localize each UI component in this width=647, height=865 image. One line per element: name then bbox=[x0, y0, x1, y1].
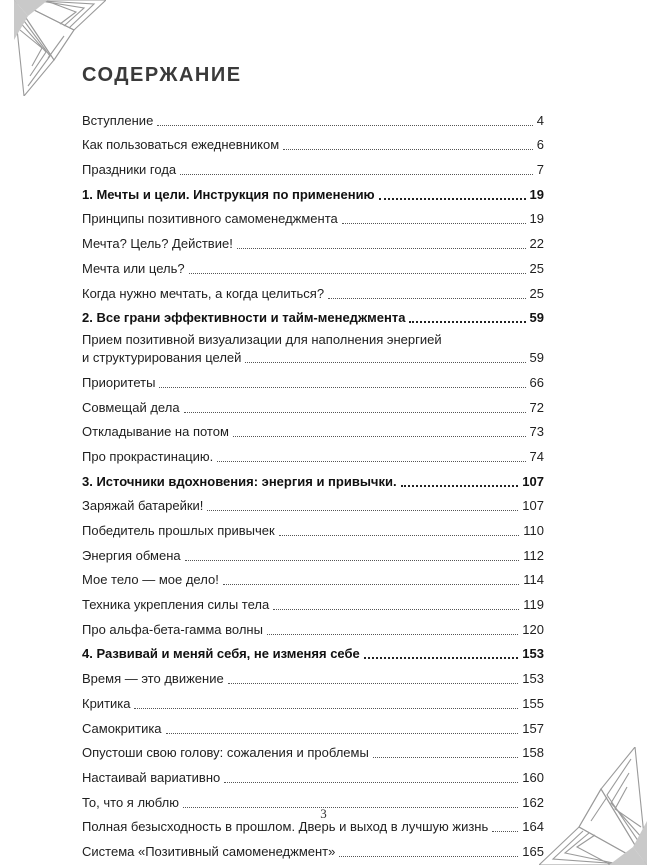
toc-entry[interactable] bbox=[82, 326, 544, 366]
toc-entry-title: Когда нужно мечтать, а когда целиться? bbox=[82, 285, 325, 301]
dot-leader bbox=[180, 174, 533, 175]
toc-entry-page: 7 bbox=[536, 162, 544, 178]
toc-entry-page: 157 bbox=[522, 720, 544, 736]
toc-entry[interactable] bbox=[82, 490, 544, 515]
dot-leader bbox=[217, 461, 525, 462]
toc-entry-page: 160 bbox=[522, 769, 544, 785]
dot-leader bbox=[189, 273, 526, 274]
toc-entry-title: Про альфа-бета-гамма волны bbox=[82, 621, 263, 637]
toc-entry-title: То, что я люблю bbox=[82, 794, 179, 810]
dot-leader bbox=[339, 856, 518, 857]
toc-entry-title-continued: и структурирования целей bbox=[82, 350, 242, 366]
dot-leader bbox=[492, 831, 518, 832]
dot-leader bbox=[224, 782, 518, 783]
toc-entry-title: Энергия обмена bbox=[82, 547, 181, 563]
toc-entry-page: 112 bbox=[523, 547, 544, 563]
toc-entry-title: Про прокрастинацию. bbox=[82, 448, 214, 464]
dot-leader bbox=[364, 657, 519, 659]
toc-entry[interactable] bbox=[82, 366, 544, 391]
toc-entry-page: 59 bbox=[529, 350, 544, 366]
dot-leader bbox=[342, 223, 526, 224]
toc-entry-title: Настаивай вариативно bbox=[82, 769, 221, 785]
toc-entry[interactable] bbox=[82, 613, 544, 638]
toc-entry-page: 107 bbox=[522, 473, 544, 489]
toc-entry-title: Мое тело — мое дело! bbox=[82, 572, 219, 588]
toc-entry-page: 110 bbox=[523, 523, 544, 538]
toc-chapter-entry[interactable] bbox=[82, 465, 544, 490]
toc-entry[interactable] bbox=[82, 564, 544, 589]
toc-entry-title: Полная безысходность в прошлом. Дверь и выход в лучшую жизнь bbox=[82, 819, 489, 835]
toc-entry[interactable] bbox=[82, 761, 544, 786]
dot-leader bbox=[379, 198, 526, 200]
toc-entry-title: Система «Позитивный самоменеджмент» bbox=[82, 843, 336, 859]
toc-entry-title: Прием позитивной визуализации для наполнения энергией bbox=[82, 332, 442, 348]
toc-entry-title: Заряжай батарейки! bbox=[82, 498, 204, 514]
dot-leader bbox=[207, 510, 518, 511]
toc-entry[interactable] bbox=[82, 391, 544, 416]
toc-entry-title: Техника укрепления силы тела bbox=[82, 597, 270, 613]
page-number: 3 bbox=[320, 806, 327, 821]
toc-entry-page: 107 bbox=[522, 498, 544, 514]
toc-entry[interactable] bbox=[82, 227, 544, 252]
toc-entry-title: Праздники года bbox=[82, 162, 177, 178]
toc-entry-page: 120 bbox=[522, 621, 544, 637]
toc-entry[interactable] bbox=[82, 514, 544, 539]
toc-entry-title: Приоритеты bbox=[82, 374, 156, 390]
toc-chapter-title: 4. Развивай и меняй себя, не изменяя себе bbox=[82, 646, 360, 662]
toc-entry[interactable] bbox=[82, 588, 544, 613]
toc-entry-page: 158 bbox=[522, 745, 544, 761]
dot-leader bbox=[283, 149, 533, 150]
toc-chapter-entry[interactable] bbox=[82, 302, 544, 327]
dot-leader bbox=[279, 535, 520, 536]
toc-entry[interactable] bbox=[82, 252, 544, 277]
toc-entry-page: 25 bbox=[529, 260, 544, 276]
toc-entry-page: 72 bbox=[529, 399, 544, 415]
dot-leader bbox=[267, 634, 518, 635]
dot-leader bbox=[328, 298, 525, 299]
toc-entry-page: 59 bbox=[529, 310, 544, 326]
toc-entry[interactable] bbox=[82, 737, 544, 762]
toc-entry[interactable] bbox=[82, 416, 544, 441]
dot-leader bbox=[237, 248, 526, 249]
toc-entry-page: 4 bbox=[536, 112, 544, 128]
toc-entry-page: 22 bbox=[529, 236, 544, 252]
toc-title: СОДЕРЖАНИЕ bbox=[82, 64, 242, 86]
dot-leader bbox=[409, 321, 525, 323]
toc-entry-title: Время — это движение bbox=[82, 671, 224, 687]
toc-entry[interactable] bbox=[82, 835, 544, 860]
toc-entry-page: 19 bbox=[529, 186, 544, 202]
dot-leader bbox=[273, 609, 519, 610]
toc-chapter-entry[interactable] bbox=[82, 638, 544, 663]
toc-entry-page: 153 bbox=[522, 671, 544, 687]
toc-chapter-title: 3. Источники вдохновения: энергия и привычки. bbox=[82, 473, 397, 489]
toc-chapter-title: 1. Мечты и цели. Инструкция по применению bbox=[82, 186, 375, 202]
dot-leader bbox=[228, 683, 519, 684]
decorative-corner-ornament-icon bbox=[539, 747, 647, 865]
table-of-contents bbox=[82, 104, 544, 860]
toc-chapter-title: 2. Все грани эффективности и тайм-менеджмента bbox=[82, 310, 406, 326]
toc-entry-title: Самокритика bbox=[82, 720, 162, 736]
dot-leader bbox=[166, 733, 519, 734]
dot-leader bbox=[245, 362, 525, 363]
toc-entry-title: Совмещай дела bbox=[82, 399, 180, 415]
toc-entry[interactable] bbox=[82, 203, 544, 228]
toc-entry-title: Мечта или цель? bbox=[82, 260, 185, 276]
dot-leader bbox=[157, 125, 532, 126]
toc-entry-page: 114 bbox=[523, 572, 544, 588]
dot-leader bbox=[373, 757, 518, 758]
toc-entry-page: 25 bbox=[529, 285, 544, 301]
toc-entry-title: Опустоши свою голову: сожаления и проблемы bbox=[82, 745, 369, 761]
toc-entry-title: Критика bbox=[82, 695, 131, 711]
toc-entry-page: 162 bbox=[522, 794, 544, 810]
toc-entry-title: Как пользоваться ежедневником bbox=[82, 137, 280, 153]
toc-entry-title: Победитель прошлых привычек bbox=[82, 523, 275, 538]
toc-entry[interactable] bbox=[82, 153, 544, 178]
toc-entry-page: 165 bbox=[522, 843, 544, 859]
toc-entry[interactable] bbox=[82, 539, 544, 564]
toc-entry[interactable] bbox=[82, 440, 544, 465]
toc-entry[interactable] bbox=[82, 277, 544, 302]
toc-entry-page: 19 bbox=[529, 211, 544, 227]
toc-entry-page: 66 bbox=[529, 374, 544, 390]
toc-entry-page: 153 bbox=[522, 646, 544, 662]
toc-entry-title: Откладывание на потом bbox=[82, 424, 229, 440]
dot-leader bbox=[134, 708, 518, 709]
toc-entry-page: 6 bbox=[536, 137, 544, 153]
toc-entry[interactable] bbox=[82, 712, 544, 737]
toc-entry[interactable] bbox=[82, 129, 544, 154]
toc-entry[interactable] bbox=[82, 662, 544, 687]
dot-leader bbox=[184, 412, 526, 413]
toc-entry-page: 164 bbox=[522, 819, 544, 835]
dot-leader bbox=[233, 436, 526, 437]
toc-entry-title: Принципы позитивного самоменеджмента bbox=[82, 211, 338, 227]
toc-entry[interactable] bbox=[82, 104, 544, 129]
toc-entry-page: 119 bbox=[523, 597, 544, 613]
dot-leader bbox=[185, 560, 520, 561]
toc-entry-title: Вступление bbox=[82, 112, 154, 128]
toc-entry-page: 155 bbox=[522, 695, 544, 711]
dot-leader bbox=[401, 485, 519, 487]
dot-leader bbox=[223, 584, 519, 585]
toc-entry-title: Мечта? Цель? Действие! bbox=[82, 236, 233, 252]
toc-entry[interactable] bbox=[82, 687, 544, 712]
toc-entry-page: 73 bbox=[529, 424, 544, 440]
toc-chapter-entry[interactable] bbox=[82, 178, 544, 203]
dot-leader bbox=[159, 387, 525, 388]
toc-entry-page: 74 bbox=[529, 448, 544, 464]
